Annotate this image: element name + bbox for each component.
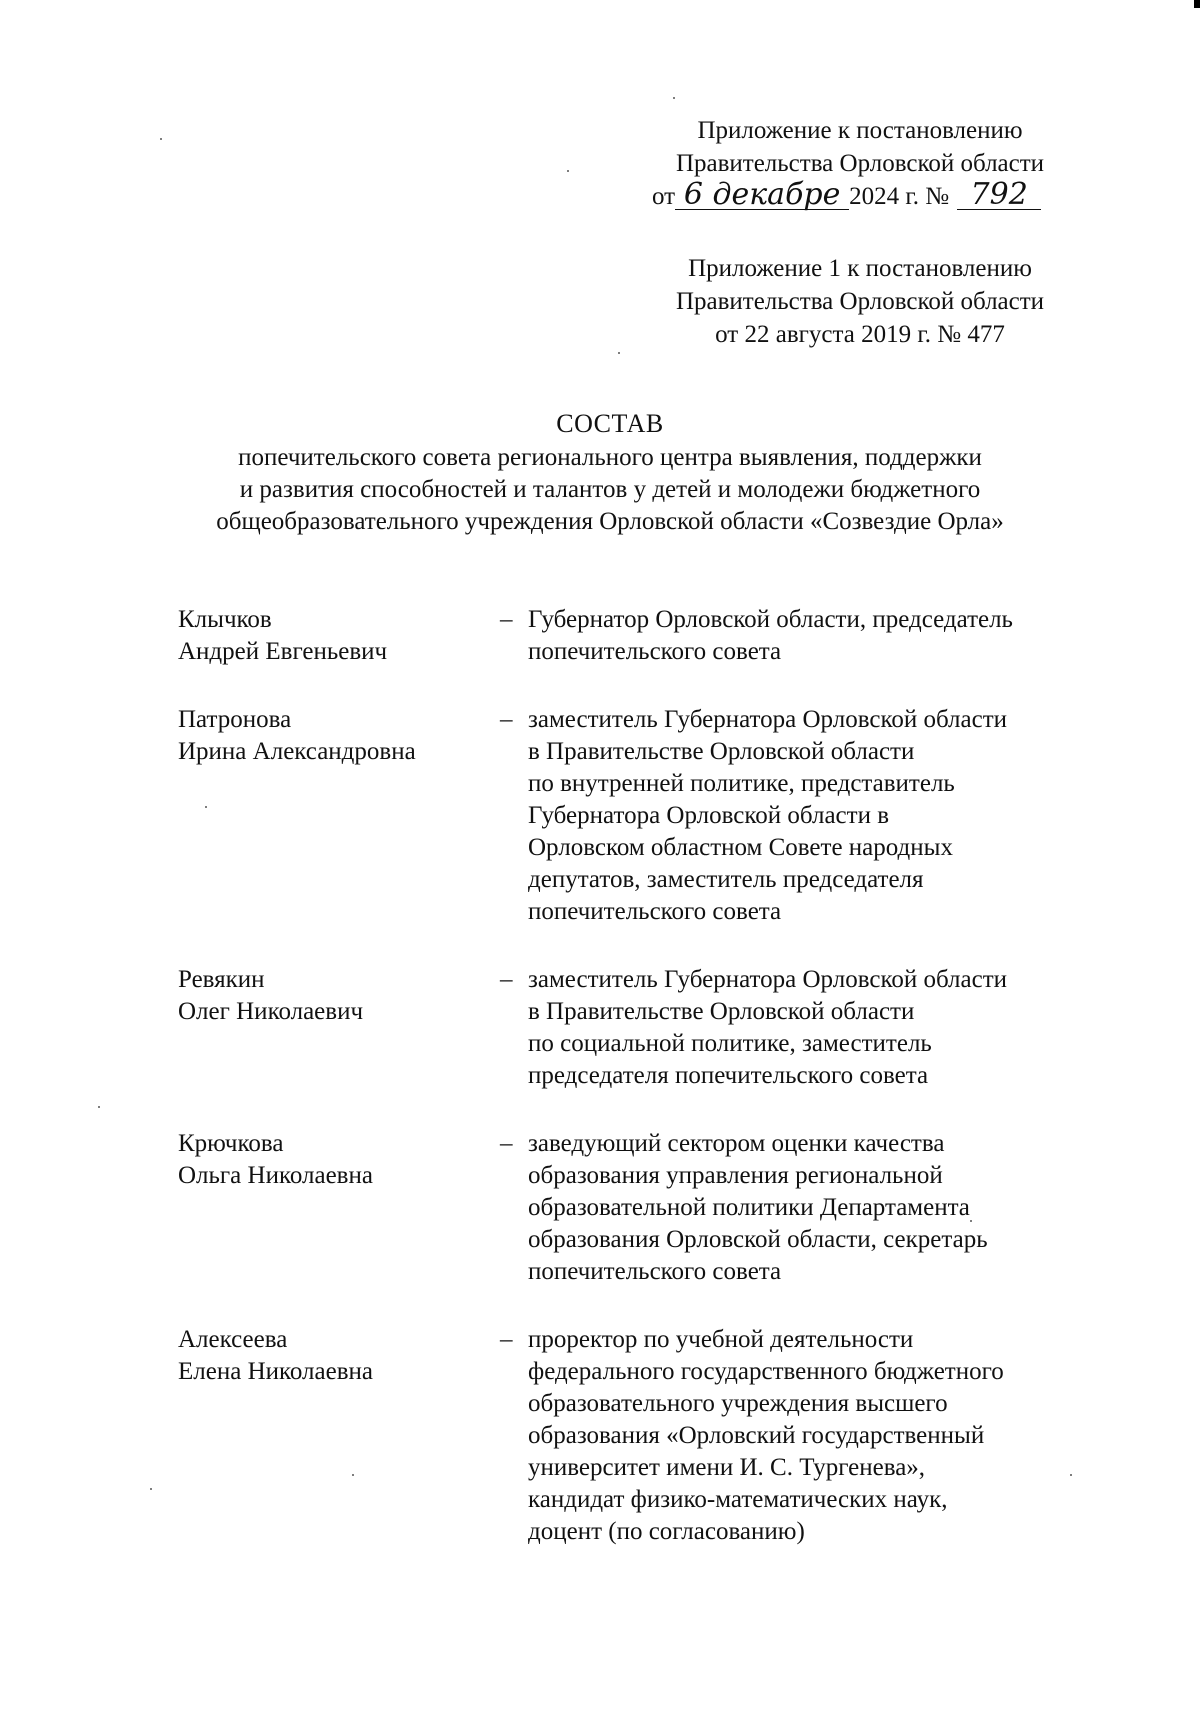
handwritten-date: 6 декабре [675,181,849,210]
member-role-line: по социальной политике, заместитель [528,1030,932,1057]
member-given-names: Олег Николаевич [178,998,364,1025]
member-given-names: Ольга Николаевна [178,1162,373,1189]
member-role-line: заведующий сектором оценки качества [528,1130,945,1157]
member-role-line: заместитель Губернатора Орловской области [528,706,1008,733]
scan-speck [1070,1474,1072,1476]
scan-speck [567,170,569,172]
scan-speck [352,1474,354,1476]
member-role-line: попечительского совета [528,1258,782,1285]
member-role-line: образовательного учреждения высшего [528,1390,948,1417]
scan-speck [160,138,162,140]
member-role-line: депутатов, заместитель председателя [528,866,924,893]
member-row [178,604,1128,668]
member-name [178,964,500,1092]
scan-speck [970,1220,972,1222]
members-list [178,604,1128,1584]
appendix1-line-2: Правительства Орловской области [675,288,1045,315]
scan-speck [673,97,675,99]
member-role-line: по внутренней политике, представитель [528,770,955,797]
member-row [178,704,1128,928]
member-role-line: попечительского совета [528,898,782,925]
appendix-header [620,114,1100,213]
appendix-line-1: Приложение к постановлению [697,117,1023,144]
scan-corner-mark [1194,0,1200,8]
member-role-line: попечительского совета [528,638,782,665]
member-dash: – [500,1130,513,1157]
handwritten-number: 792 [957,181,1041,210]
member-role-line: федерального государственного бюджетного [528,1358,1004,1385]
member-name [178,604,500,668]
member-dash: – [500,1326,513,1353]
member-role-line: председателя попечительского совета [528,1062,929,1089]
scan-speck [98,1106,100,1108]
member-name [178,1128,500,1288]
document-heading [120,406,1100,538]
member-name [178,704,500,928]
member-role-line: университет имени И. С. Тургенева», [528,1454,926,1481]
member-given-names: Елена Николаевна [178,1358,373,1385]
member-name [178,1324,500,1548]
member-given-names: Андрей Евгеньевич [178,638,388,665]
member-role-line: в Правительстве Орловской области [528,998,915,1025]
member-role-line: Губернатор Орловской области, председатель [528,606,1013,633]
member-given-names: Ирина Александровна [178,738,416,765]
member-role-line: в Правительстве Орловской области [528,738,915,765]
member-role [528,1128,1128,1288]
heading-line-2: и развития способностей и талантов у детей и молодежи бюджетного [239,476,981,503]
member-role-line: образования «Орловский государственный [528,1422,985,1449]
member-role [528,604,1128,668]
scan-speck [150,1488,152,1490]
member-surname: Патронова [178,706,292,733]
scan-speck [205,806,207,808]
member-role [528,1324,1128,1548]
heading-line-1: попечительского совета регионального центра выявления, поддержки [238,444,982,471]
member-role-line: проректор по учебной деятельности [528,1326,914,1353]
member-surname: Алексеева [178,1326,288,1353]
member-role-line: доцент (по согласованию) [528,1518,805,1545]
member-role [528,704,1128,928]
member-role-line: Орловском областном Совете народных [528,834,953,861]
member-surname: Клычков [178,606,272,633]
appendix-line-3 [620,177,1100,213]
member-dash: – [500,706,513,733]
appendix-prefix: от [652,183,676,210]
member-role-line: образования Орловской области, секретарь [528,1226,988,1253]
member-surname: Ревякин [178,966,265,993]
appendix-year: 2024 г. № [849,183,950,210]
document-title: СОСТАВ [556,409,664,438]
member-role-line: кандидат физико-математических наук, [528,1486,948,1513]
member-role [528,964,1128,1092]
member-dash: – [500,606,513,633]
member-row [178,1324,1128,1548]
member-role-line: Губернатора Орловской области в [528,802,890,829]
member-role-line: заместитель Губернатора Орловской области [528,966,1008,993]
member-role-line: образования управления региональной [528,1162,943,1189]
heading-line-3: общеобразовательного учреждения Орловской области «Созвездие Орла» [216,508,1004,535]
scan-speck [618,352,620,354]
member-row [178,964,1128,1092]
member-surname: Крючкова [178,1130,284,1157]
appendix1-line-3: от 22 августа 2019 г. № 477 [715,321,1005,348]
member-role-line: образовательной политики Департамента [528,1194,970,1221]
member-row [178,1128,1128,1288]
appendix-line-2: Правительства Орловской области [675,150,1045,177]
appendix1-header [620,252,1100,351]
appendix1-line-1: Приложение 1 к постановлению [688,255,1032,282]
member-dash: – [500,966,513,993]
